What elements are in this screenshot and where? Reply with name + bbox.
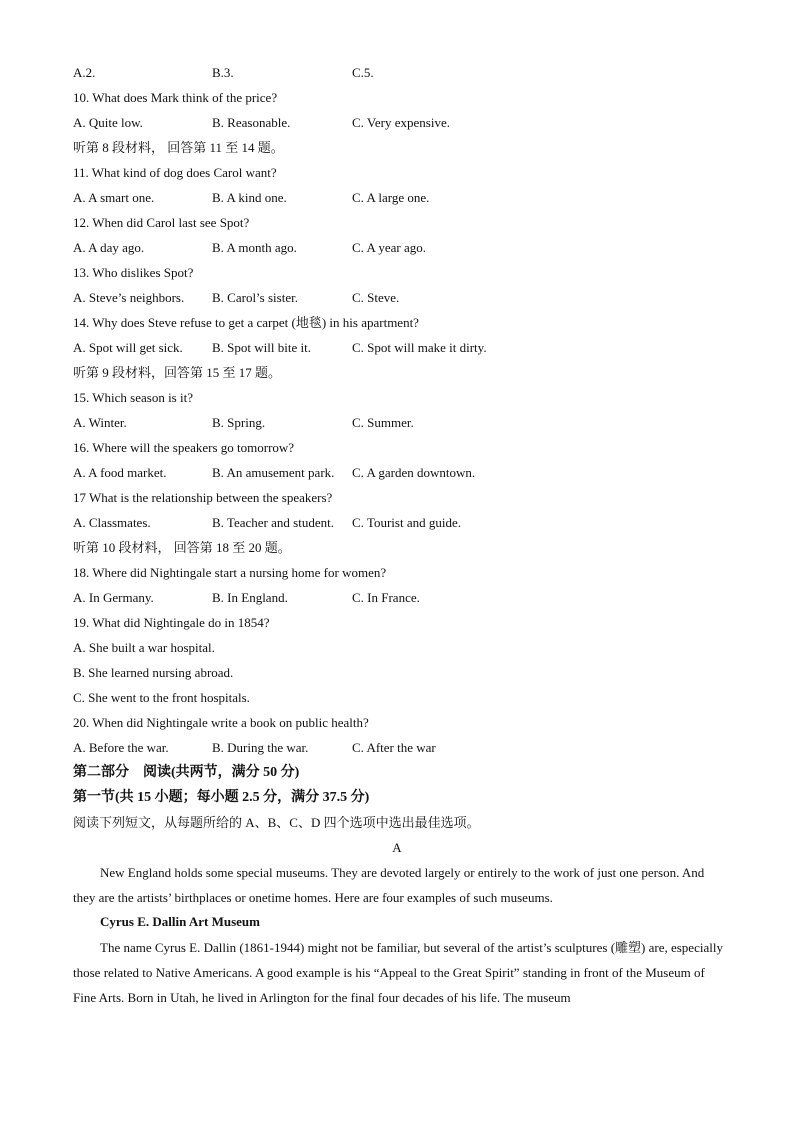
- q12-option-a: A. A day ago.: [73, 240, 145, 255]
- q18-question: 18. Where did Nightingale start a nursing home for women?: [73, 565, 387, 580]
- q20-option-b: B. During the war.: [212, 740, 309, 755]
- q16-option-a: A. A food market.: [73, 465, 167, 480]
- q18-option-b: B. In England.: [212, 590, 288, 605]
- q10-question: 10. What does Mark think of the price?: [73, 90, 278, 105]
- q20-option-c: C. After the war: [352, 740, 436, 755]
- q15-option-c: C. Summer.: [352, 415, 414, 430]
- q12-option-c: C. A year ago.: [352, 240, 427, 255]
- q18-option-a: A. In Germany.: [73, 590, 154, 605]
- q15-option-a: A. Winter.: [73, 415, 127, 430]
- q19-question: 19. What did Nightingale do in 1854?: [73, 615, 270, 630]
- passage-label: A: [392, 840, 402, 855]
- q13-option-c: C. Steve.: [352, 290, 400, 305]
- q9-option-b: B.3.: [212, 65, 234, 80]
- q10-option-c: C. Very expensive.: [352, 115, 450, 130]
- q9-option-c: C.5.: [352, 65, 374, 80]
- q17-question: 17 What is the relationship between the speakers?: [73, 490, 333, 505]
- section10-instruction: 听第 10 段材料， 回答第 18 至 20 题。: [73, 540, 291, 555]
- q17-option-a: A. Classmates.: [73, 515, 151, 530]
- q10-option-a: A. Quite low.: [73, 115, 143, 130]
- q16-question: 16. Where will the speakers go tomorrow?: [73, 440, 295, 455]
- q18-option-c: C. In France.: [352, 590, 420, 605]
- q12-option-b: B. A month ago.: [212, 240, 297, 255]
- q20-question: 20. When did Nightingale write a book on public health?: [73, 715, 369, 730]
- q14-option-a: A. Spot will get sick.: [73, 340, 183, 355]
- q9-option-a: A.2.: [73, 65, 96, 80]
- part2-heading: 第二部分 阅读(共两节，满分 50 分): [73, 765, 300, 780]
- q11-question: 11. What kind of dog does Carol want?: [73, 165, 277, 180]
- q14-option-c: C. Spot will make it dirty.: [352, 340, 487, 355]
- passage-paragraph-1: New England holds some special museums. They are devoted largely or entirely to the work of just one person. And they are the artists’ birthplaces or onetime homes. Here are four examples of such museums.: [73, 865, 705, 905]
- museum-title: Cyrus E. Dallin Art Museum: [100, 914, 260, 929]
- q17-option-c: C. Tourist and guide.: [352, 515, 461, 530]
- section9-instruction: 听第 9 段材料，回答第 15 至 17 题。: [73, 365, 282, 380]
- q14-question: 14. Why does Steve refuse to get a carpet (地毯) in his apartment?: [73, 315, 419, 330]
- q12-question: 12. When did Carol last see Spot?: [73, 215, 250, 230]
- q14-option-b: B. Spot will bite it.: [212, 340, 311, 355]
- reading-instruction: 阅读下列短文，从每题所给的 A、B、C、D 四个选项中选出最佳选项。: [73, 815, 480, 830]
- q13-option-b: B. Carol’s sister.: [212, 290, 298, 305]
- q16-option-c: C. A garden downtown.: [352, 465, 476, 480]
- q13-option-a: A. Steve’s neighbors.: [73, 290, 185, 305]
- q15-question: 15. Which season is it?: [73, 390, 193, 405]
- q11-option-a: A. A smart one.: [73, 190, 155, 205]
- q11-option-b: B. A kind one.: [212, 190, 287, 205]
- q15-option-b: B. Spring.: [212, 415, 266, 430]
- q20-option-a: A. Before the war.: [73, 740, 169, 755]
- q17-option-b: B. Teacher and student.: [212, 515, 334, 530]
- q11-option-c: C. A large one.: [352, 190, 430, 205]
- section1-heading: 第一节(共 15 小题；每小题 2.5 分，满分 37.5 分): [73, 790, 370, 805]
- q19-option-a: A. She built a war hospital.: [73, 640, 215, 655]
- q19-option-c: C. She went to the front hospitals.: [73, 690, 250, 705]
- q13-question: 13. Who dislikes Spot?: [73, 265, 194, 280]
- section8-instruction: 听第 8 段材料， 回答第 11 至 14 题。: [73, 140, 284, 155]
- q10-option-b: B. Reasonable.: [212, 115, 291, 130]
- q19-option-b: B. She learned nursing abroad.: [73, 665, 234, 680]
- q16-option-b: B. An amusement park.: [212, 465, 335, 480]
- passage-paragraph-2: The name Cyrus E. Dallin (1861-1944) might not be familiar, but several of the artist’s sculptures (雕塑) are, especially those related to Native Americans. A good example is his “Appeal to the Great Spirit” standing in front of the Museum of Fine Arts. Born in Utah, he lived in Arlington for the final four decades of his life. The museum: [73, 940, 723, 1005]
